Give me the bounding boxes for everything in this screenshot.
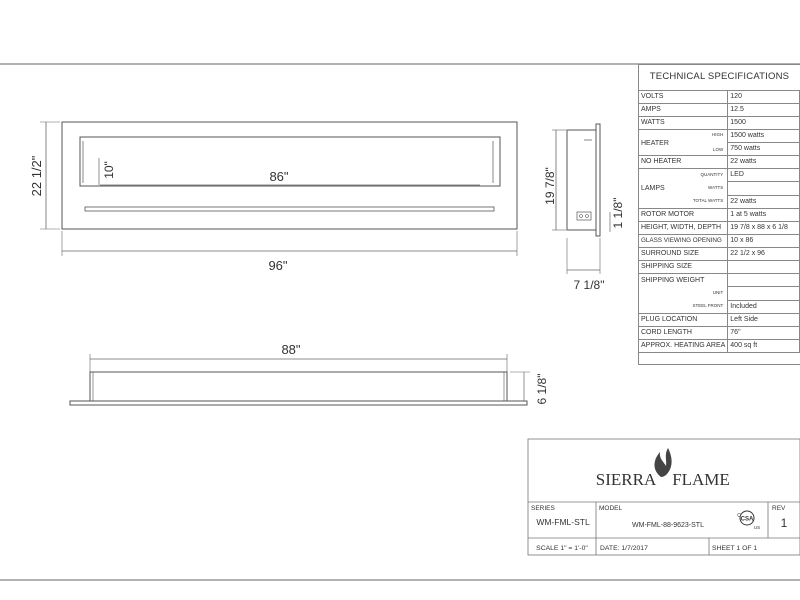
top-flange	[70, 401, 527, 405]
front-view	[29, 122, 517, 273]
front-surround	[62, 122, 517, 229]
spec-row-plug: PLUG LOCATION Left Side	[639, 314, 800, 327]
side-height-dim: 19 7/8"	[543, 167, 557, 205]
svg-text:US: US	[753, 525, 761, 530]
date-text: DATE: 1/7/2017	[600, 545, 648, 552]
spec-row-glass: GLASS VIEWING OPENING 10 x 86	[639, 235, 800, 248]
spec-row-heater-high: HIGH HEATER LOW 1500 watts	[639, 130, 800, 143]
spec-row-amps: AMPS 12.5	[639, 104, 800, 117]
glass-width-dim: 86"	[269, 169, 289, 184]
glass-height-dim: 10"	[102, 161, 116, 179]
spec-title: TECHNICAL SPECIFICATIONS	[649, 71, 790, 82]
spec-row-no-heater: NO HEATER 22 watts	[639, 156, 800, 169]
front-height-dim: 22 1/2"	[29, 155, 44, 197]
model-label: MODEL	[599, 505, 623, 512]
spec-row-heater-low: 750 watts	[639, 143, 800, 156]
spec-row-steel-front: Included	[639, 300, 800, 313]
side-offset-dim: 1 1/8"	[611, 197, 625, 229]
spec-row-volts: VOLTS 120	[639, 91, 800, 104]
svg-text:C: C	[737, 513, 741, 519]
spec-row-rotor: ROTOR MOTOR 1 at 5 watts	[639, 209, 800, 222]
svg-text:CSA: CSA	[740, 516, 754, 523]
side-view	[543, 124, 625, 292]
top-width-dim: 88"	[281, 342, 301, 357]
spec-row-lamps-total: 22 watts	[639, 195, 800, 208]
overall-width-dim: 96"	[268, 258, 288, 273]
spec-table	[638, 90, 800, 353]
spec-row-surround: SURROUND SIZE 22 1/2 x 96	[639, 248, 800, 261]
rev-value: 1	[780, 516, 788, 530]
top-depth-dim: 6 1/8"	[535, 373, 549, 405]
logo-flame: FLAME	[672, 470, 730, 489]
spec-row-hwd: HEIGHT, WIDTH, DEPTH 19 7/8 x 88 x 6 1/8	[639, 222, 800, 235]
top-body	[90, 372, 507, 401]
spec-row-lamps-qty: QUANTITY LAMPS WATTS TOTAL WATTS LED	[639, 169, 800, 182]
spec-row-shipping-weight: SHIPPING WEIGHT UNIT STEEL FRONT	[639, 274, 800, 287]
side-body	[567, 130, 596, 230]
scale-text: SCALE 1" = 1'-0"	[536, 545, 588, 552]
spec-row-cord: CORD LENGTH 76"	[639, 327, 800, 340]
series-label: SERIES	[531, 505, 555, 512]
series-value: WM-FML-STL	[536, 517, 590, 527]
front-lower-trim	[85, 207, 494, 211]
spec-row-shipping-size: SHIPPING SIZE	[639, 261, 800, 274]
csa-certification-icon	[737, 511, 760, 530]
glass-opening	[80, 137, 500, 186]
spec-row-heating-area: APPROX. HEATING AREA 400 sq ft	[639, 340, 800, 353]
side-flange	[596, 124, 600, 236]
sheet-text: SHEET 1 OF 1	[712, 545, 758, 552]
side-plug-box	[577, 212, 591, 220]
top-view	[70, 342, 549, 405]
model-value: WM-FML-88-9623-STL	[632, 522, 704, 529]
rev-label: REV	[772, 505, 786, 512]
logo-sierra: SIERRA	[595, 470, 657, 489]
flame-icon	[655, 448, 672, 477]
title-block-frame	[528, 439, 800, 555]
spec-row-watts: WATTS 1500	[639, 117, 800, 130]
side-depth-dim: 7 1/8"	[573, 278, 605, 292]
